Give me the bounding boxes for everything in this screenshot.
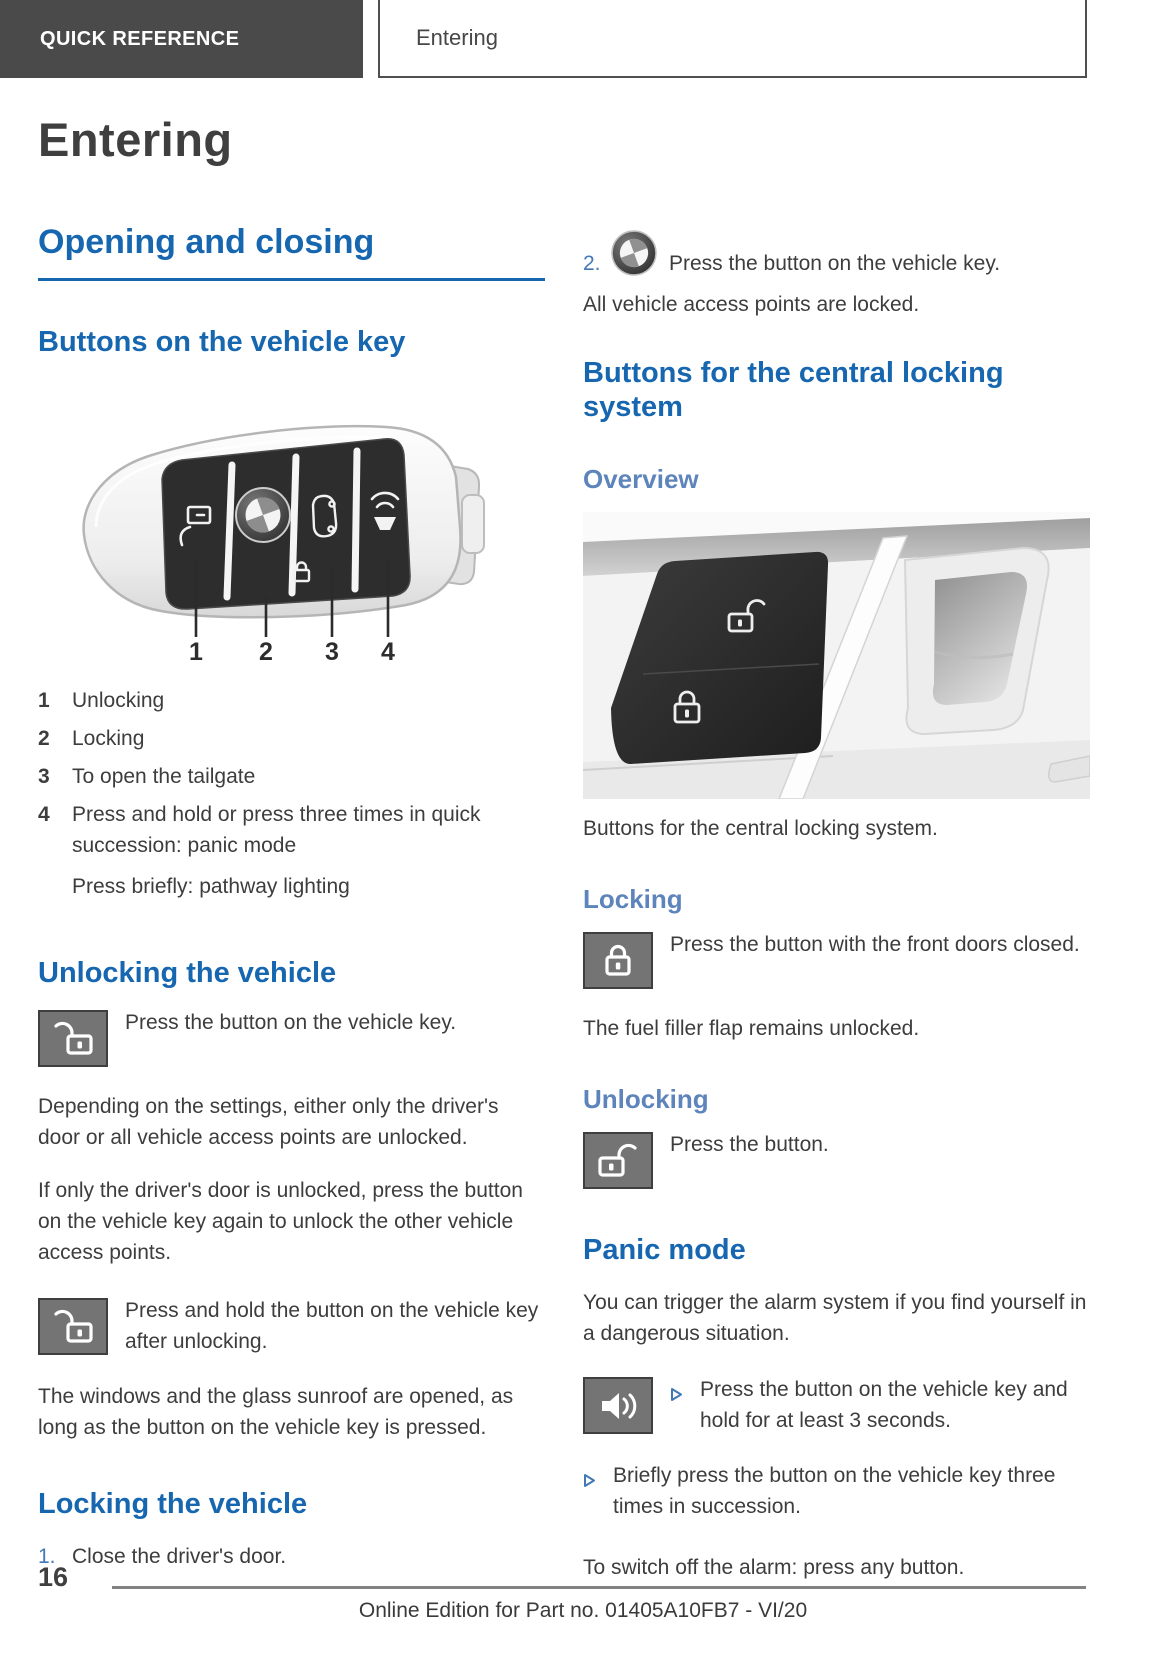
edition-note: Online Edition for Part no. 01405A10FB7 - VI/20 bbox=[358, 1599, 808, 1622]
two-column-layout bbox=[38, 190, 1090, 1605]
triangle-bullet-icon bbox=[670, 1374, 700, 1436]
panic-alarm-icon bbox=[583, 1377, 653, 1434]
footer-rule bbox=[112, 1586, 1086, 1589]
legend-number: 4 bbox=[38, 803, 50, 826]
instruction-text: Press the button on the vehicle key. bbox=[125, 1011, 457, 1034]
legend-number: 1 bbox=[38, 689, 50, 712]
heading-unlocking-vehicle: Unlocking the vehicle bbox=[38, 957, 337, 989]
page-footer bbox=[0, 1564, 1166, 1623]
instruction-text: Press and hold the button on the vehicle key after unlocking. bbox=[125, 1299, 539, 1353]
list-item bbox=[38, 799, 545, 912]
instruction-row bbox=[38, 1298, 545, 1357]
figure-caption: Buttons for the central locking system. bbox=[583, 817, 938, 840]
instruction-text: Press the button with the front doors closed. bbox=[670, 933, 1080, 956]
page-number: 16 bbox=[38, 1562, 69, 1592]
instruction-text bbox=[670, 1374, 1090, 1436]
right-column bbox=[583, 190, 1090, 1605]
legend-text-line: Press and hold or press three times in quick succession: panic mode bbox=[72, 803, 481, 857]
legend-text bbox=[72, 799, 545, 912]
unlock-icon bbox=[583, 1132, 653, 1189]
triangle-bullet-icon bbox=[583, 1460, 613, 1522]
section-tab bbox=[0, 0, 363, 78]
key-callout-2: 2 bbox=[259, 638, 273, 662]
paragraph: All vehicle access points are locked. bbox=[583, 293, 920, 316]
central-locking-figure bbox=[583, 512, 1090, 799]
legend-text: To open the tailgate bbox=[72, 765, 256, 788]
ordered-step bbox=[583, 230, 1090, 279]
page-title: Entering bbox=[38, 113, 233, 166]
bullet-item bbox=[583, 1460, 1090, 1522]
legend-number: 3 bbox=[38, 765, 50, 788]
heading-unlocking: Unlocking bbox=[583, 1084, 709, 1114]
legend-text-line: Press briefly: pathway lighting bbox=[72, 875, 350, 898]
step-text: Close the driver's door. bbox=[72, 1545, 287, 1568]
key-callout-1: 1 bbox=[189, 638, 203, 662]
unlock-icon bbox=[38, 1298, 108, 1355]
left-column bbox=[38, 190, 545, 1605]
instruction-row bbox=[583, 1132, 1090, 1189]
paragraph: The windows and the glass sunroof are opened, as long as the button on the vehicle key is pressed. bbox=[38, 1385, 514, 1439]
heading-locking: Locking bbox=[583, 884, 683, 914]
heading-overview: Overview bbox=[583, 464, 699, 494]
heading-panic-mode: Panic mode bbox=[583, 1234, 746, 1266]
paragraph: To switch off the alarm: press any button. bbox=[583, 1556, 965, 1579]
bullet-text: Press the button on the vehicle key and hold for at least 3 seconds. bbox=[700, 1378, 1068, 1432]
chapter-label: Entering bbox=[416, 24, 498, 50]
paragraph: Depending on the settings, either only the driver's door or all vehicle access points are unlocked. bbox=[38, 1095, 499, 1149]
heading-buttons-vehicle-key: Buttons on the vehicle key bbox=[38, 326, 406, 358]
legend-number: 2 bbox=[38, 727, 50, 750]
heading-opening-closing: Opening and closing bbox=[38, 222, 545, 281]
step-number: 1. bbox=[38, 1545, 56, 1568]
list-item bbox=[38, 685, 545, 716]
key-callout-3: 3 bbox=[325, 638, 339, 662]
bmw-roundel-icon bbox=[611, 230, 657, 285]
instruction-row bbox=[38, 1010, 545, 1067]
legend-text: Locking bbox=[72, 727, 145, 750]
key-legend-list bbox=[38, 685, 545, 912]
unlock-icon bbox=[38, 1010, 108, 1067]
section-tab-label: QUICK REFERENCE bbox=[40, 27, 240, 50]
legend-text: Unlocking bbox=[72, 689, 165, 712]
paragraph: The fuel filler flap remains unlocked. bbox=[583, 1017, 920, 1040]
footer-rule-row bbox=[38, 1564, 1086, 1591]
heading-central-locking: Buttons for the central locking system bbox=[583, 357, 1004, 423]
step-number: 2. bbox=[583, 252, 601, 275]
instruction-text: Press the button. bbox=[670, 1133, 829, 1156]
lock-icon bbox=[583, 932, 653, 989]
chapter-box bbox=[378, 0, 1087, 78]
instruction-row bbox=[583, 1377, 1090, 1436]
bullet-text: Briefly press the button on the vehicle key three times in succession. bbox=[613, 1464, 1056, 1518]
step-text: Press the button on the vehicle key. bbox=[669, 252, 1001, 275]
list-item bbox=[38, 723, 545, 754]
key-bmw-roundel bbox=[236, 488, 290, 542]
bullet-item bbox=[670, 1374, 1090, 1436]
vehicle-key-figure bbox=[66, 407, 496, 662]
heading-locking-vehicle: Locking the vehicle bbox=[38, 1488, 308, 1520]
instruction-row bbox=[583, 932, 1090, 989]
list-item bbox=[38, 761, 545, 792]
key-callout-4: 4 bbox=[381, 638, 395, 662]
paragraph: If only the driver's door is unlocked, press the button on the vehicle key again to unlock the other vehicle access points. bbox=[38, 1179, 523, 1264]
paragraph: You can trigger the alarm system if you find yourself in a dangerous situation. bbox=[583, 1291, 1087, 1345]
